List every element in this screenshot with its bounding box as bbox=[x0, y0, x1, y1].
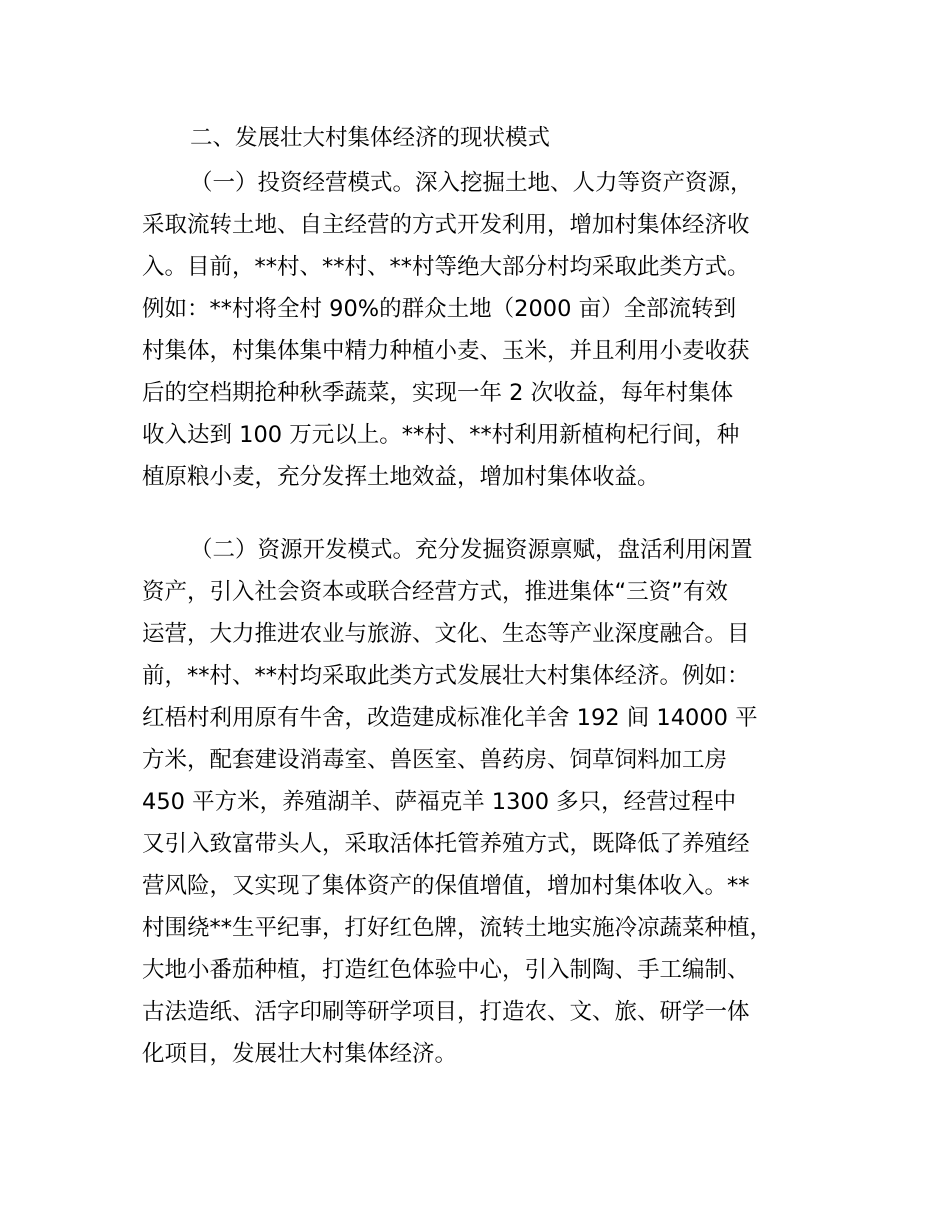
paragraph-line: 资产，引入社会资本或联合经营方式，推进集体“三资”有效 bbox=[142, 579, 728, 605]
paragraph-line: 古法造纸、活字印刷等研学项目，打造农、文、旅、研学一体 bbox=[142, 999, 750, 1025]
paragraph-line: 村围绕**生平纪事，打好红色牌，流转土地实施冷凉蔬菜种植， bbox=[142, 915, 773, 941]
paragraph-line: 运营，大力推进农业与旅游、文化、生态等产业深度融合。目 bbox=[142, 621, 750, 647]
section-heading: 二、发展壮大村集体经济的现状模式 bbox=[190, 125, 551, 151]
paragraph-line: 采取流转土地、自主经营的方式开发利用，增加村集体经济收 bbox=[142, 212, 750, 238]
paragraph-line: 例如：**村将全村 90%的群众土地（2000 亩）全部流转到 bbox=[142, 296, 737, 322]
paragraph-line: 前，**村、**村均采取此类方式发展壮大村集体经济。例如： bbox=[142, 663, 750, 689]
paragraph-line: 村集体，村集体集中精力种植小麦、玉米，并且利用小麦收获 bbox=[142, 338, 750, 364]
paragraph-line: 450 平方米，养殖湖羊、萨福克羊 1300 多只，经营过程中 bbox=[142, 789, 737, 815]
paragraph-line: 又引入致富带头人，采取活体托管养殖方式，既降低了养殖经 bbox=[142, 831, 750, 857]
paragraph-line: 方米，配套建设消毒室、兽医室、兽药房、饲草饲料加工房 bbox=[142, 747, 728, 773]
paragraph-line: 入。目前，**村、**村、**村等绝大部分村均采取此类方式。 bbox=[142, 254, 750, 280]
paragraph-line: 营风险，又实现了集体资产的保值增值，增加村集体收入。** bbox=[142, 873, 750, 899]
paragraph-line: 收入达到 100 万元以上。**村、**村利用新植枸杞行间，种 bbox=[142, 422, 740, 448]
paragraph-line: 后的空档期抢种秋季蔬菜，实现一年 2 次收益，每年村集体 bbox=[142, 380, 734, 406]
paragraph-line: 化项目，发展壮大村集体经济。 bbox=[142, 1041, 458, 1067]
paragraph-line: （二）资源开发模式。充分发掘资源禀赋，盘活利用闲置 bbox=[190, 537, 753, 563]
paragraph-line: 大地小番茄种植，打造红色体验中心，引入制陶、手工编制、 bbox=[142, 957, 750, 983]
paragraph-line: 红梧村利用原有牛舍，改造建成标准化羊舍 192 间 14000 平 bbox=[142, 705, 758, 731]
paragraph-line: 植原粮小麦，充分发挥土地效益，增加村集体收益。 bbox=[142, 464, 660, 490]
paragraph-line: （一）投资经营模式。深入挖掘土地、人力等资产资源， bbox=[190, 170, 753, 196]
